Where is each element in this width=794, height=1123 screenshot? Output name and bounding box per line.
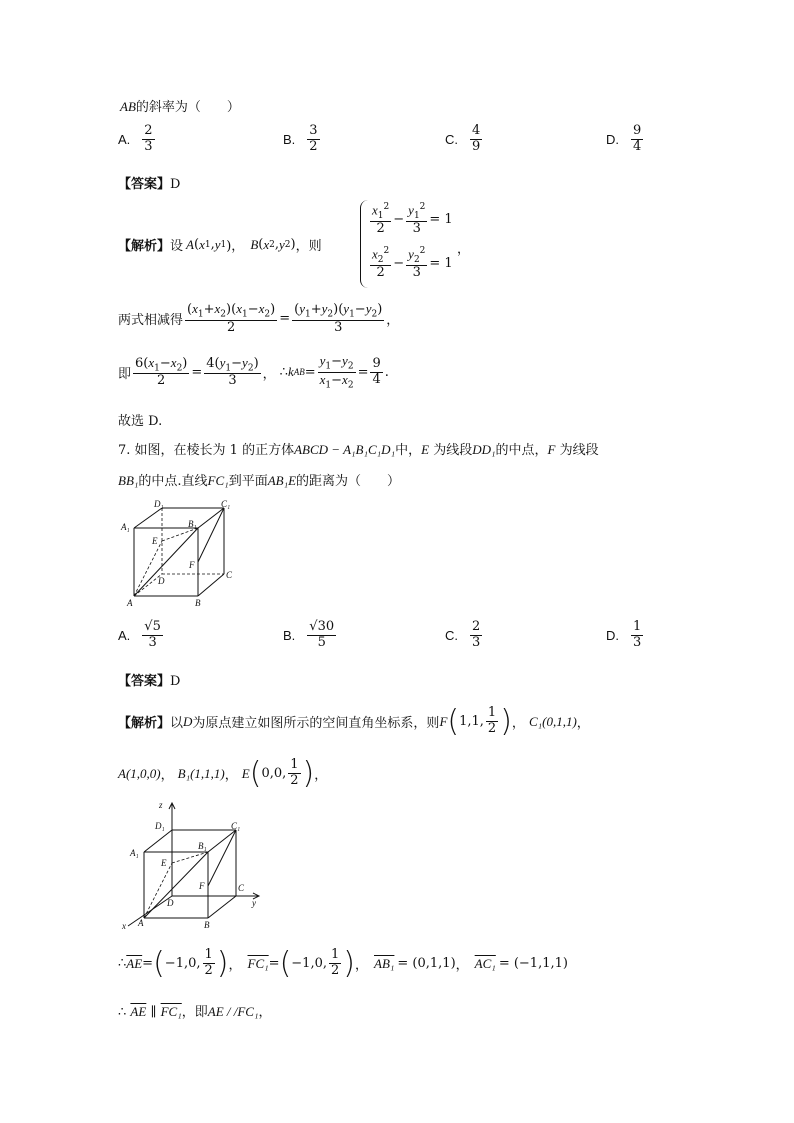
edge xyxy=(198,508,224,528)
option-fraction: $\frac{4}{9}$ xyxy=(472,123,481,154)
label-d: D xyxy=(167,898,174,908)
label-b: B xyxy=(195,598,201,608)
q7-parallel-line: ∴ $\overline{AE}$ ∥ FC₁，即AE / /FC₁， xyxy=(118,1004,272,1020)
label-c1: C₁ xyxy=(221,499,231,509)
q6-answer: 【答案】D xyxy=(118,177,181,192)
q6-option-a xyxy=(118,124,157,155)
label-b: B xyxy=(204,920,210,930)
label-a1: A₁ xyxy=(121,522,130,532)
edge xyxy=(208,830,236,852)
q7-option-d: D. $\frac{1}{3}$ xyxy=(606,619,642,650)
label-f: F xyxy=(189,560,195,570)
q7-answer: 【答案】D xyxy=(118,674,181,689)
label-a: A xyxy=(138,918,144,928)
q6-slope-line: 即 $\frac{6(x_1-x_2)}{2}$ = $\frac{4(y_1-y_2)}{3}$ ， ∴ k AB = $\frac{y_1-y_2}{x_1-x_2}$ = $\frac{9}{4}$ . xyxy=(118,353,389,391)
x-axis xyxy=(128,896,172,926)
comma: ， xyxy=(457,242,471,257)
q6-option-d xyxy=(606,124,645,155)
label-x: x xyxy=(122,921,126,931)
option-label: D. xyxy=(606,131,619,147)
label-d1: D₁ xyxy=(154,499,164,509)
label-e: E xyxy=(161,858,167,868)
q7-option-c: C. $\frac{2}{3}$ xyxy=(445,619,481,650)
segment-fc1 xyxy=(198,508,224,562)
q6-difference: 两式相减得 $\frac{(x_1+x_2)(x_1-x_2)}{2}$ = $\frac{(y_1+y_2)(y_1-y_2)}{3}$ ， xyxy=(118,301,400,335)
label-e: E xyxy=(152,536,158,546)
label-d1: D₁ xyxy=(155,821,165,831)
q6-option-c xyxy=(445,124,484,155)
label-d: D xyxy=(158,576,165,586)
q6-analysis: 【解析】 设 A ( x 1 , y 1 )， B ( x 2 , y 2 ) ，则 xyxy=(118,236,322,254)
label-b1: B₁ xyxy=(198,841,207,851)
q7-analysis-line2: A(1,0,0) ， B₁(1,1,1) ， E ( 0,0, $\frac{1}{2}$ ) ， xyxy=(118,756,328,791)
edge xyxy=(144,830,172,852)
label-c1: C₁ xyxy=(231,821,241,831)
q7-stem-line1: 7. 如图，在棱长为 1 的正方体ABCD − A₁B₁C₁D₁中，E 为线段DD₁的中点，F 为线段 xyxy=(118,442,599,458)
q6-stem xyxy=(120,96,240,115)
label-c: C xyxy=(226,570,233,580)
option-label: A. xyxy=(118,131,131,147)
label-a: A xyxy=(127,598,133,608)
edge xyxy=(134,508,162,528)
segment-fc1 xyxy=(208,830,236,886)
cube-figure xyxy=(118,498,246,610)
segment-ae xyxy=(134,541,162,596)
q6-conclusion: 故选 D. xyxy=(118,414,163,429)
q7-analysis-line1: 【解析】 以 D 为原点建立如图所示的空间直角坐标系，则 F ( 1,1, $\frac{1}{2}$ ) ， C₁(0,1,1) ， xyxy=(118,704,590,739)
q7-option-a: A. $\frac{√5}{3}$ xyxy=(118,619,161,650)
q6-stem-var: AB xyxy=(120,99,136,114)
q6-option-b xyxy=(283,124,322,155)
cube-axes-figure xyxy=(118,800,268,932)
equation-system: $\frac{x_1^2}{2}$ − $\frac{y_1^2}{3}$ = 1 $\frac{x_2^2}{2}$ − $\frac{y_2^2}{3}$ = 1 xyxy=(360,200,450,290)
segment-eb1 xyxy=(162,528,198,541)
label-a1: A₁ xyxy=(130,848,139,858)
q6-stem-text: 的斜率为（ ） xyxy=(135,100,240,115)
label-b1: B₁ xyxy=(188,519,197,529)
segment-ae xyxy=(144,863,172,918)
label-c: C xyxy=(238,883,245,893)
q7-option-b: B. $\frac{√30}{5}$ xyxy=(283,619,335,650)
edge xyxy=(208,896,236,918)
edge xyxy=(198,574,224,596)
q7-vectors-line: ∴ $\overline{AE}$ = ( −1,0, $\frac{1}{2}$ ) ， FC₁ = ( −1,0, $\frac{1}{2}$ ) ， AB₁ = (0,1,1) ， AC₁ = (−1,1,1) xyxy=(118,946,568,981)
option-fraction: $\frac{9}{4}$ xyxy=(633,123,642,154)
option-label: C. xyxy=(445,131,458,147)
q7-stem-line2: BB₁的中点.直线FC₁到平面AB₁E的距离为（ ） xyxy=(118,473,401,489)
option-label: B. xyxy=(283,131,296,147)
option-fraction: $\frac{2}{3}$ xyxy=(144,123,153,154)
label-y: y xyxy=(252,898,256,908)
option-fraction: $\frac{3}{2}$ xyxy=(309,123,318,154)
label-z: z xyxy=(159,800,163,810)
label-f: F xyxy=(199,881,205,891)
